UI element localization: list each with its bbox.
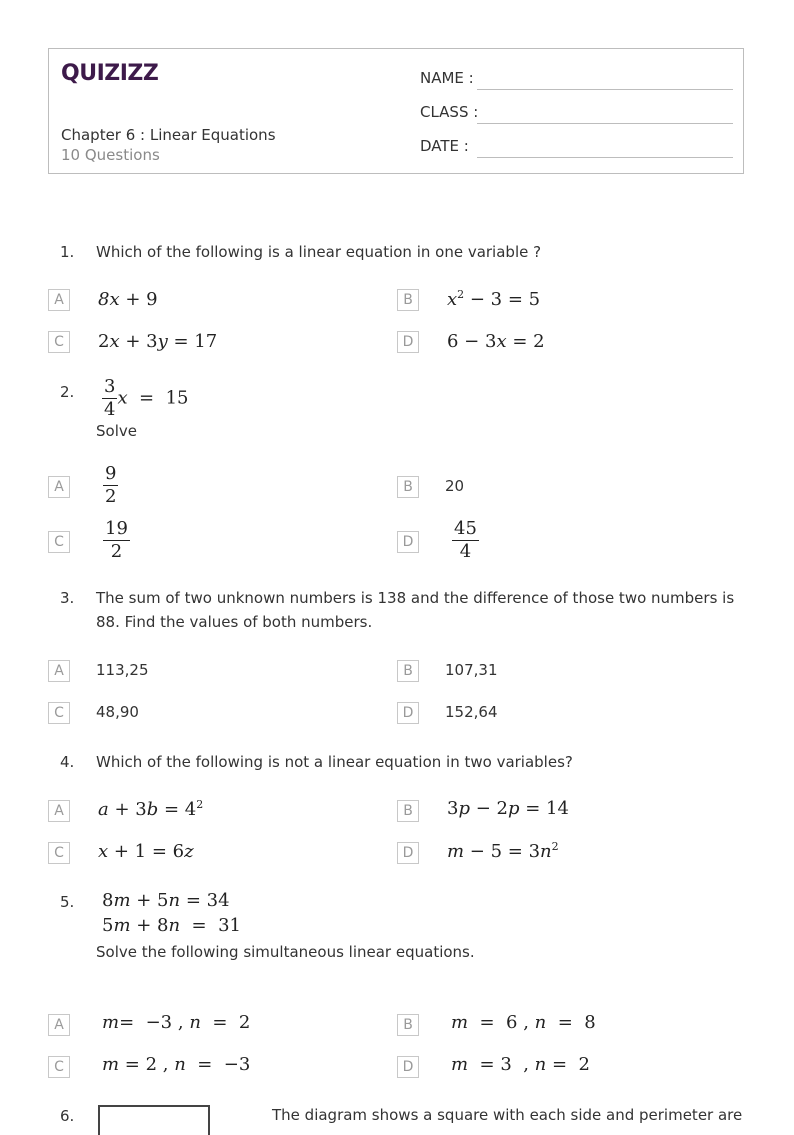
question-1-text: Which of the following is a linear equation in one variable ? [96, 243, 542, 261]
name-field[interactable] [477, 89, 733, 90]
q4-option-c: x + 1 = 6z [98, 841, 194, 862]
option-a-box[interactable]: A [48, 800, 70, 822]
question-3-text-line2: 88. Find the values of both numbers. [96, 613, 373, 631]
option-d-box[interactable]: D [397, 331, 419, 353]
option-c-box[interactable]: C [48, 1056, 70, 1078]
q4-option-a: $a + 3b = 4^2$ [98, 798, 204, 820]
question-3-text-line1: The sum of two unknown numbers is 138 and the difference of those two numbers is [96, 589, 735, 607]
q3-option-c: 48,90 [96, 703, 139, 721]
question-5-text: Solve the following simultaneous linear equations. [96, 943, 475, 961]
question-3-number: 3. [60, 589, 75, 607]
q4-option-b: 3p − 2p = 14 [447, 798, 569, 819]
square-diagram [98, 1105, 210, 1135]
question-count: 10 Questions [61, 146, 160, 164]
option-b-box[interactable]: B [397, 289, 419, 311]
question-2-number: 2. [60, 383, 75, 401]
quizizz-logo [61, 59, 159, 89]
q2-option-d: $\frac{45}{4}$ [454, 518, 477, 562]
q1-option-c: 2x + 3y = 17 [98, 331, 218, 352]
worksheet-header [48, 48, 744, 174]
class-field[interactable] [477, 123, 733, 124]
q1-option-b: $x^2 - 3 = 5$ [447, 288, 541, 310]
option-b-box[interactable]: B [397, 660, 419, 682]
q5-option-b: m = 6 , n = 8 [451, 1012, 596, 1033]
option-c-box[interactable]: C [48, 702, 70, 724]
q2-option-b: 20 [445, 477, 465, 495]
q1-option-d: 6 − 3x = 2 [447, 331, 545, 352]
option-d-box[interactable]: D [397, 531, 419, 553]
question-4-text: Which of the following is not a linear equation in two variables? [96, 753, 573, 771]
option-b-box[interactable]: B [397, 476, 419, 498]
q5-equation-2: 5m + 8n = 31 [102, 915, 241, 936]
option-b-box[interactable]: B [397, 800, 419, 822]
option-d-box[interactable]: D [397, 702, 419, 724]
q3-option-a: 113,25 [96, 661, 149, 679]
chapter-title: Chapter 6 : Linear Equations [61, 126, 276, 144]
option-c-box[interactable]: C [48, 531, 70, 553]
question-6-text: The diagram shows a square with each side and perimeter are [272, 1106, 743, 1124]
question-6-number: 6. [60, 1107, 75, 1125]
q5-option-a: m= −3 , n = 2 [102, 1012, 251, 1033]
class-label: CLASS : [420, 103, 479, 121]
q2-option-a: $\frac{9}{2}$ [105, 463, 117, 507]
q2-option-c: $\frac{19}{2}$ [105, 518, 128, 562]
question-2-text: Solve [96, 422, 137, 440]
q3-option-d: 152,64 [445, 703, 498, 721]
option-a-box[interactable]: A [48, 1014, 70, 1036]
question-5-number: 5. [60, 893, 75, 911]
q5-option-d: m = 3 , n = 2 [451, 1054, 590, 1075]
option-d-box[interactable]: D [397, 1056, 419, 1078]
q3-option-b: 107,31 [445, 661, 498, 679]
q1-option-a: 8x + 9 [98, 289, 158, 310]
q4-option-d: $m - 5 = 3n^2$ [447, 840, 559, 862]
option-c-box[interactable]: C [48, 331, 70, 353]
q5-option-c: m = 2 , n = −3 [102, 1054, 251, 1075]
option-c-box[interactable]: C [48, 842, 70, 864]
option-b-box[interactable]: B [397, 1014, 419, 1036]
option-d-box[interactable]: D [397, 842, 419, 864]
question-4-number: 4. [60, 753, 75, 771]
date-field[interactable] [477, 157, 733, 158]
option-a-box[interactable]: A [48, 476, 70, 498]
question-1-number: 1. [60, 243, 75, 261]
q5-equation-1: 8m + 5n = 34 [102, 890, 230, 911]
date-label: DATE : [420, 137, 469, 155]
q2-equation: $\frac{3}{4}$ x = 15 [104, 376, 189, 420]
name-label: NAME : [420, 69, 474, 87]
logo-text: QUIZIZZ [61, 61, 159, 86]
option-a-box[interactable]: A [48, 660, 70, 682]
option-a-box[interactable]: A [48, 289, 70, 311]
